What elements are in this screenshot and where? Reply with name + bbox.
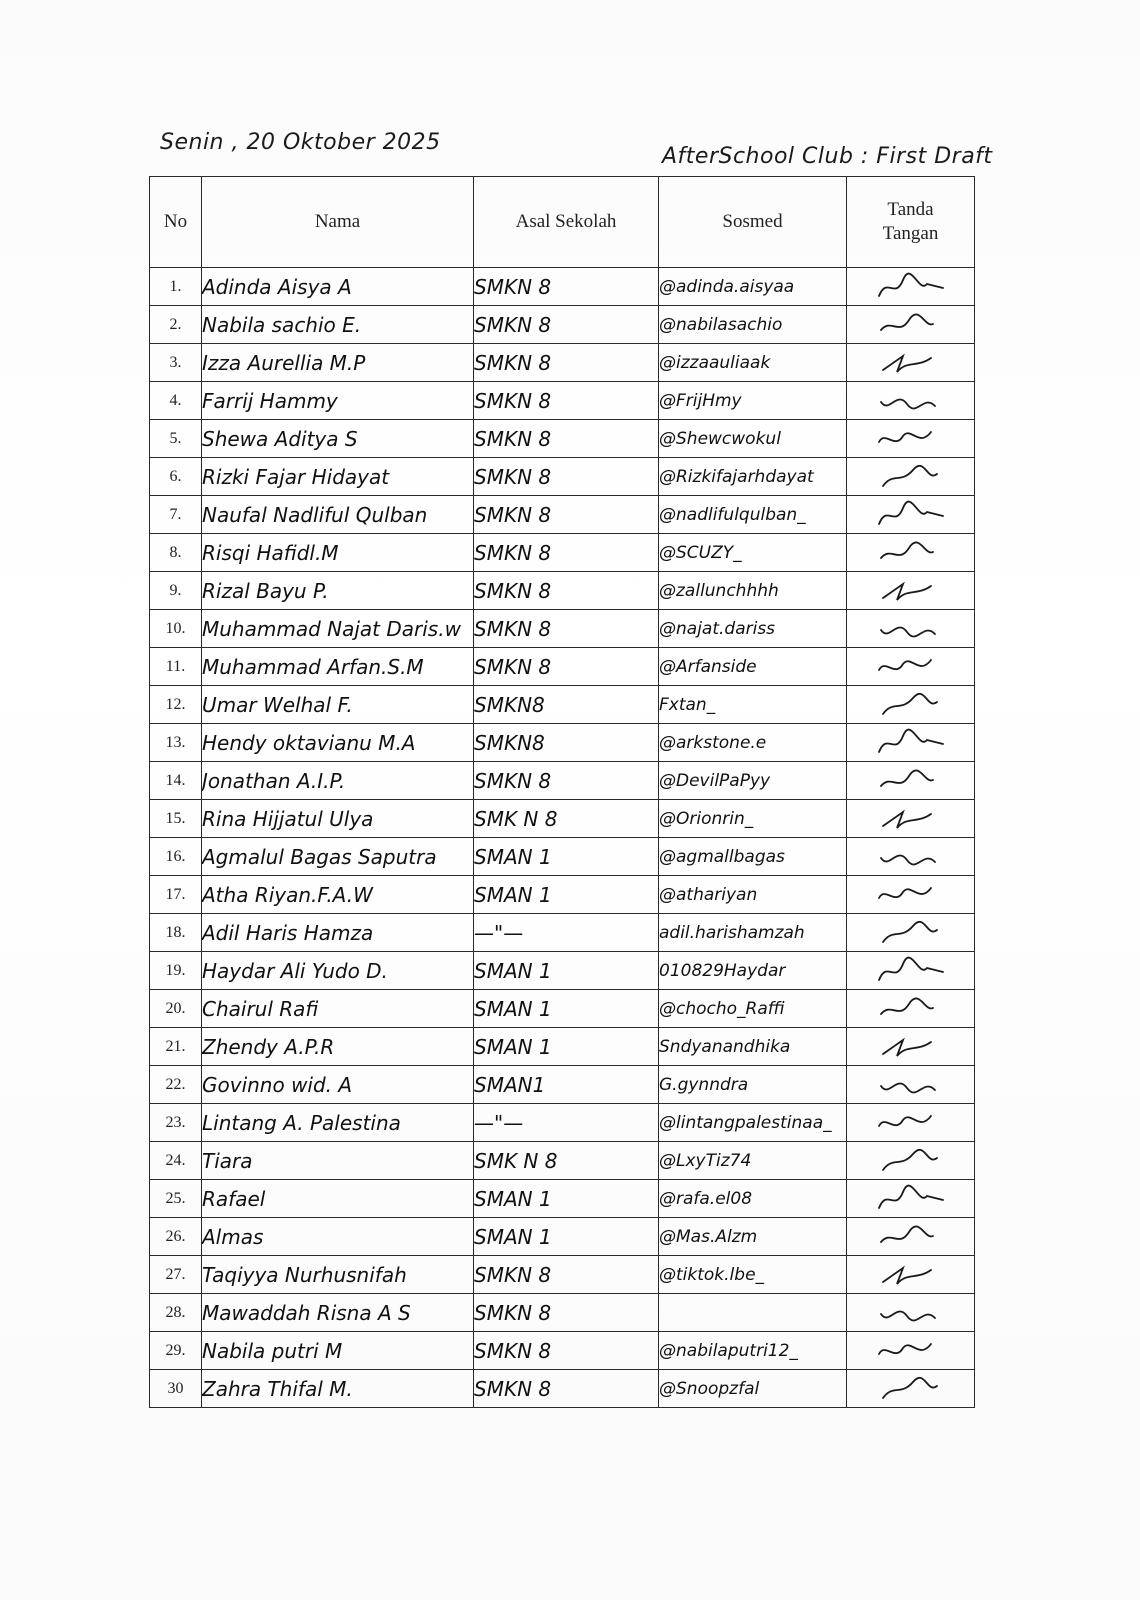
table-row <box>150 420 975 458</box>
signature-cell <box>847 876 975 914</box>
school-origin: SMKN 8 <box>474 306 659 344</box>
table-row <box>150 572 975 610</box>
student-name: Govinno wid. A <box>202 1066 474 1104</box>
social-media-handle: @lintangpalestinaa_ <box>659 1104 847 1142</box>
table-row <box>150 496 975 534</box>
signature-scribble <box>873 1182 949 1216</box>
social-media-handle: @Arfanside <box>659 648 847 686</box>
signature-scribble <box>873 954 949 988</box>
school-origin: SMAN 1 <box>474 838 659 876</box>
row-number: 20. <box>150 990 202 1028</box>
student-name: Shewa Aditya S <box>202 420 474 458</box>
signature-cell <box>847 1218 975 1256</box>
social-media-handle: @FrijHmy <box>659 382 847 420</box>
signature-cell <box>847 762 975 800</box>
row-number: 1. <box>150 268 202 306</box>
social-media-handle: @SCUZY_ <box>659 534 847 572</box>
social-media-handle: @arkstone.e <box>659 724 847 762</box>
table-row <box>150 1028 975 1066</box>
signature-cell <box>847 1142 975 1180</box>
club-heading: AfterSchool Club : First Draft <box>662 144 993 169</box>
table-body <box>150 268 975 1408</box>
social-media-handle: @agmallbagas <box>659 838 847 876</box>
school-origin: SMKN 8 <box>474 1370 659 1408</box>
signature-cell <box>847 1180 975 1218</box>
signature-scribble <box>873 346 949 380</box>
row-number: 10. <box>150 610 202 648</box>
table-row <box>150 838 975 876</box>
signature-scribble <box>873 1030 949 1064</box>
social-media-handle: Sndyanandhika <box>659 1028 847 1066</box>
column-header-tangan: Tangan <box>882 223 939 244</box>
student-name: Rina Hijjatul Ulya <box>202 800 474 838</box>
signature-cell <box>847 1370 975 1408</box>
social-media-handle: @adinda.aisyaa <box>659 268 847 306</box>
student-name: Farrij Hammy <box>202 382 474 420</box>
signature-scribble <box>873 270 949 304</box>
signature-scribble <box>873 1106 949 1140</box>
student-name: Izza Aurellia M.P <box>202 344 474 382</box>
row-number: 24. <box>150 1142 202 1180</box>
row-number: 13. <box>150 724 202 762</box>
school-origin: SMAN 1 <box>474 952 659 990</box>
row-number: 29. <box>150 1332 202 1370</box>
social-media-handle: @Orionrin_ <box>659 800 847 838</box>
school-origin: SMAN 1 <box>474 876 659 914</box>
signature-cell <box>847 914 975 952</box>
student-name: Zhendy A.P.R <box>202 1028 474 1066</box>
table-row <box>150 1066 975 1104</box>
student-name: Nabila sachio E. <box>202 306 474 344</box>
signature-scribble <box>873 1334 949 1368</box>
school-origin: SMKN 8 <box>474 344 659 382</box>
row-number: 22. <box>150 1066 202 1104</box>
signature-scribble <box>873 726 949 760</box>
row-number: 26. <box>150 1218 202 1256</box>
signature-scribble <box>873 308 949 342</box>
row-number: 5. <box>150 420 202 458</box>
table-header-row <box>150 177 975 268</box>
social-media-handle: @Shewcwokul <box>659 420 847 458</box>
school-origin: SMKN8 <box>474 724 659 762</box>
table-row <box>150 990 975 1028</box>
signature-scribble <box>873 1068 949 1102</box>
row-number: 7. <box>150 496 202 534</box>
signature-scribble <box>873 992 949 1026</box>
social-media-handle: @zallunchhhh <box>659 572 847 610</box>
row-number: 23. <box>150 1104 202 1142</box>
table-row <box>150 648 975 686</box>
column-header-nama: Nama <box>202 177 474 268</box>
signature-scribble <box>873 460 949 494</box>
social-media-handle: @DevilPaPyy <box>659 762 847 800</box>
signature-cell <box>847 1256 975 1294</box>
student-name: Chairul Rafi <box>202 990 474 1028</box>
social-media-handle: @rafa.el08 <box>659 1180 847 1218</box>
school-origin: SMKN 8 <box>474 1256 659 1294</box>
school-origin: SMKN 8 <box>474 420 659 458</box>
table-row <box>150 1332 975 1370</box>
signature-cell <box>847 952 975 990</box>
table-row <box>150 1142 975 1180</box>
signature-scribble <box>873 536 949 570</box>
signature-scribble <box>873 840 949 874</box>
table-row <box>150 382 975 420</box>
signature-scribble <box>873 384 949 418</box>
signature-cell <box>847 1066 975 1104</box>
social-media-handle: @Rizkifajarhdayat <box>659 458 847 496</box>
row-number: 6. <box>150 458 202 496</box>
table-row <box>150 610 975 648</box>
row-number: 12. <box>150 686 202 724</box>
signature-cell <box>847 1294 975 1332</box>
table-row <box>150 1180 975 1218</box>
table-row <box>150 914 975 952</box>
student-name: Adinda Aisya A <box>202 268 474 306</box>
row-number: 19. <box>150 952 202 990</box>
school-origin: SMKN 8 <box>474 268 659 306</box>
signature-scribble <box>873 916 949 950</box>
school-origin: SMKN8 <box>474 686 659 724</box>
school-origin: —"— <box>474 914 659 952</box>
school-origin: SMAN 1 <box>474 990 659 1028</box>
table-row <box>150 1256 975 1294</box>
school-origin: SMKN 8 <box>474 648 659 686</box>
row-number: 17. <box>150 876 202 914</box>
row-number: 15. <box>150 800 202 838</box>
student-name: Nabila putri M <box>202 1332 474 1370</box>
social-media-handle: @chocho_Raffi <box>659 990 847 1028</box>
school-origin: SMK N 8 <box>474 800 659 838</box>
signature-cell <box>847 800 975 838</box>
row-number: 21. <box>150 1028 202 1066</box>
row-number: 27. <box>150 1256 202 1294</box>
signature-cell <box>847 1104 975 1142</box>
student-name: Taqiyya Nurhusnifah <box>202 1256 474 1294</box>
school-origin: SMKN 8 <box>474 458 659 496</box>
student-name: Risqi Hafidl.M <box>202 534 474 572</box>
school-origin: SMKN 8 <box>474 382 659 420</box>
signature-scribble <box>873 1372 949 1406</box>
school-origin: SMKN 8 <box>474 1332 659 1370</box>
signature-scribble <box>873 422 949 456</box>
social-media-handle: @tiktok.lbe_ <box>659 1256 847 1294</box>
signature-cell <box>847 686 975 724</box>
table-row <box>150 800 975 838</box>
school-origin: SMAN 1 <box>474 1180 659 1218</box>
social-media-handle: Fxtan_ <box>659 686 847 724</box>
signature-scribble <box>873 688 949 722</box>
signature-scribble <box>873 650 949 684</box>
row-number: 4. <box>150 382 202 420</box>
row-number: 28. <box>150 1294 202 1332</box>
student-name: Rafael <box>202 1180 474 1218</box>
column-header-tanda-tangan <box>847 177 975 268</box>
social-media-handle: @nadlifulqulban_ <box>659 496 847 534</box>
school-origin: SMKN 8 <box>474 610 659 648</box>
signature-cell <box>847 838 975 876</box>
student-name: Naufal Nadliful Qulban <box>202 496 474 534</box>
signature-cell <box>847 610 975 648</box>
table-row <box>150 344 975 382</box>
table-row <box>150 686 975 724</box>
signature-cell <box>847 268 975 306</box>
signature-cell <box>847 1332 975 1370</box>
signature-scribble <box>873 1220 949 1254</box>
row-number: 3. <box>150 344 202 382</box>
student-name: Mawaddah Risna A S <box>202 1294 474 1332</box>
social-media-handle: adil.harishamzah <box>659 914 847 952</box>
school-origin: SMAN 1 <box>474 1218 659 1256</box>
social-media-handle: @nabilaputri12_ <box>659 1332 847 1370</box>
student-name: Muhammad Arfan.S.M <box>202 648 474 686</box>
social-media-handle: @najat.dariss <box>659 610 847 648</box>
signature-cell <box>847 572 975 610</box>
student-name: Umar Welhal F. <box>202 686 474 724</box>
signature-cell <box>847 724 975 762</box>
social-media-handle: @LxyTiz74 <box>659 1142 847 1180</box>
row-number: 18. <box>150 914 202 952</box>
row-number: 8. <box>150 534 202 572</box>
student-name: Haydar Ali Yudo D. <box>202 952 474 990</box>
table-row <box>150 268 975 306</box>
school-origin: SMK N 8 <box>474 1142 659 1180</box>
date-heading: Senin , 20 Oktober 2025 <box>160 130 441 155</box>
table-row <box>150 1294 975 1332</box>
signature-scribble <box>873 574 949 608</box>
signature-cell <box>847 420 975 458</box>
school-origin: SMKN 8 <box>474 534 659 572</box>
student-name: Agmalul Bagas Saputra <box>202 838 474 876</box>
row-number: 9. <box>150 572 202 610</box>
row-number: 16. <box>150 838 202 876</box>
row-number: 25. <box>150 1180 202 1218</box>
signature-cell <box>847 534 975 572</box>
student-name: Adil Haris Hamza <box>202 914 474 952</box>
signature-scribble <box>873 612 949 646</box>
signature-scribble <box>873 878 949 912</box>
student-name: Rizal Bayu P. <box>202 572 474 610</box>
table-row <box>150 1104 975 1142</box>
student-name: Jonathan A.I.P. <box>202 762 474 800</box>
signature-scribble <box>873 498 949 532</box>
student-name: Zahra Thifal M. <box>202 1370 474 1408</box>
signature-cell <box>847 344 975 382</box>
column-header-asal-sekolah: Asal Sekolah <box>474 177 659 268</box>
table-row <box>150 952 975 990</box>
signature-scribble <box>873 1258 949 1292</box>
student-name: Tiara <box>202 1142 474 1180</box>
table-row <box>150 724 975 762</box>
signature-scribble <box>873 1296 949 1330</box>
social-media-handle <box>659 1294 847 1332</box>
table-row <box>150 458 975 496</box>
signature-cell <box>847 990 975 1028</box>
row-number: 11. <box>150 648 202 686</box>
attendance-table <box>149 176 975 1408</box>
school-origin: SMKN 8 <box>474 496 659 534</box>
row-number: 14. <box>150 762 202 800</box>
social-media-handle: @athariyan <box>659 876 847 914</box>
row-number: 2. <box>150 306 202 344</box>
column-header-no: No <box>150 177 202 268</box>
student-name: Rizki Fajar Hidayat <box>202 458 474 496</box>
social-media-handle: @izzaauliaak <box>659 344 847 382</box>
school-origin: SMKN 8 <box>474 1294 659 1332</box>
school-origin: SMKN 8 <box>474 572 659 610</box>
student-name: Lintang A. Palestina <box>202 1104 474 1142</box>
column-header-tanda: Tanda <box>887 199 934 220</box>
school-origin: SMKN 8 <box>474 762 659 800</box>
signature-cell <box>847 496 975 534</box>
school-origin: SMAN1 <box>474 1066 659 1104</box>
signature-scribble <box>873 1144 949 1178</box>
signature-cell <box>847 306 975 344</box>
social-media-handle: @Mas.Alzm <box>659 1218 847 1256</box>
signature-cell <box>847 458 975 496</box>
row-number: 30 <box>150 1370 202 1408</box>
student-name: Hendy oktavianu M.A <box>202 724 474 762</box>
school-origin: SMAN 1 <box>474 1028 659 1066</box>
signature-cell <box>847 1028 975 1066</box>
social-media-handle: G.gynndra <box>659 1066 847 1104</box>
student-name: Muhammad Najat Daris.w <box>202 610 474 648</box>
signature-cell <box>847 648 975 686</box>
signature-scribble <box>873 764 949 798</box>
signature-cell <box>847 382 975 420</box>
table-row <box>150 306 975 344</box>
table-row <box>150 762 975 800</box>
table-row <box>150 1218 975 1256</box>
social-media-handle: @nabilasachio <box>659 306 847 344</box>
table-row <box>150 876 975 914</box>
student-name: Atha Riyan.F.A.W <box>202 876 474 914</box>
social-media-handle: 010829Haydar <box>659 952 847 990</box>
signature-scribble <box>873 802 949 836</box>
table-row <box>150 534 975 572</box>
student-name: Almas <box>202 1218 474 1256</box>
column-header-sosmed: Sosmed <box>659 177 847 268</box>
school-origin: —"— <box>474 1104 659 1142</box>
table-row <box>150 1370 975 1408</box>
social-media-handle: @Snoopzfal <box>659 1370 847 1408</box>
